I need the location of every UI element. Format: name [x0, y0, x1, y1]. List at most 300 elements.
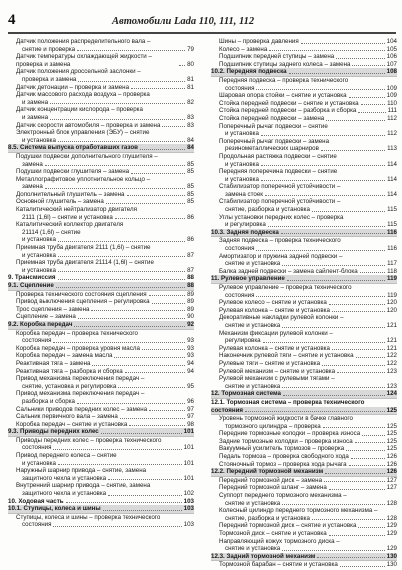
toc-entry [8, 352, 194, 360]
toc-entry [8, 229, 194, 237]
dot-leader [329, 535, 385, 536]
toc-page-number: 103 [183, 505, 194, 513]
toc-entry-title: Сальники приводов передних колес – замена [16, 405, 148, 413]
toc-entry-title: Амортизатор и пружина задней подвески – [219, 252, 343, 260]
dot-leader [120, 418, 185, 419]
toc-entry-title: 9. Трансмиссия [8, 274, 56, 282]
dot-leader [129, 425, 185, 426]
toc-entry-title: резинометаллических шарниров [225, 145, 319, 153]
dot-leader [50, 103, 185, 104]
dot-leader [58, 141, 185, 142]
toc-section-heading [8, 144, 194, 153]
toc-entry [8, 183, 194, 191]
toc-page-number: 107 [386, 60, 397, 68]
toc-entry [8, 76, 194, 84]
toc-entry [8, 252, 194, 260]
dot-leader [101, 433, 182, 434]
toc-page-number: 121 [386, 337, 397, 345]
toc-page-number: 116 [387, 245, 397, 253]
toc-entry [211, 46, 397, 54]
toc-entry-title: снятие и проверка [22, 45, 76, 53]
toc-entry [8, 475, 194, 483]
toc-entry [211, 130, 397, 138]
toc-entry-title: Коробка передач – снятие и установка [16, 420, 128, 428]
toc-entry [8, 452, 194, 460]
toc-entry-title: Передний тормозной шланг – замена [219, 484, 327, 492]
toc-entry-title: защитного чехла и установка [22, 490, 107, 498]
toc-page-number: 123 [386, 382, 397, 390]
dot-leader [131, 173, 185, 174]
toc-entry [8, 390, 194, 398]
header-rule [8, 32, 396, 34]
toc-entry [211, 383, 397, 391]
toc-entry-title: Датчик массового расхода воздуха – проверка [16, 91, 150, 99]
toc-entry-title: Рулевая колонка – снятие и установка [219, 344, 330, 352]
toc-entry [8, 337, 194, 345]
toc-page-number: 92 [187, 320, 194, 328]
dot-leader [287, 280, 385, 281]
toc-page-number: 88 [187, 274, 194, 282]
toc-entry-title: Привод механизма переключения передач – [16, 390, 145, 398]
toc-page-number: 86 [187, 213, 194, 221]
toc-page-number: 101 [183, 444, 194, 452]
toc-entry [211, 438, 397, 446]
toc-entry [8, 421, 194, 429]
toc-page-number: 120 [386, 299, 397, 307]
toc-entry-title: Механизм фиксации рулевой колонки – [219, 329, 333, 337]
dot-leader [108, 495, 182, 496]
dot-leader [329, 489, 385, 490]
dot-leader [323, 427, 385, 428]
toc-entry [211, 352, 397, 360]
dot-leader [349, 97, 385, 98]
toc-section-heading [211, 390, 397, 399]
toc-entry-title: Датчик положения дроссельной заслонки – [16, 68, 141, 76]
toc-entry [211, 100, 397, 108]
toc-entry-title: состояния [225, 245, 255, 253]
dot-leader [140, 149, 185, 150]
toc-entry-title: и регулировка [225, 221, 266, 229]
toc-entry [211, 430, 397, 438]
toc-page-number: 111 [387, 107, 397, 115]
toc-section-heading [211, 229, 397, 238]
toc-entry [211, 61, 397, 69]
toc-entry-title: Датчик скорости автомобиля – проверка и замена [16, 121, 161, 129]
toc-entry [211, 115, 397, 123]
toc-entry-title: Задняя подвеска – проверка технического [219, 237, 341, 245]
toc-page-number: 112 [387, 130, 397, 138]
dot-leader [261, 180, 385, 181]
toc-page-number: 127 [386, 476, 397, 484]
toc-entry-title: 9.3. Приводы передних колес [8, 428, 99, 436]
toc-entry-title: Каталитический коллектор двигателя [16, 221, 124, 229]
dot-leader [58, 279, 186, 280]
toc-entry-title: Дополнительный глушитель – замена [16, 190, 125, 198]
toc-page-number: 87 [187, 251, 194, 259]
toc-entry-title: и установка [22, 136, 56, 144]
toc-page-number: 109 [386, 92, 397, 100]
toc-entry [211, 161, 397, 169]
dot-leader [58, 271, 185, 272]
toc-entry [8, 214, 194, 222]
toc-page-number: 130 [386, 561, 397, 569]
toc-entry-title: Стойка передней подвески – разборка и сборка [219, 107, 357, 115]
toc-entry-title: Привод выключения сцепления – регулировка [16, 298, 150, 306]
dot-leader [245, 411, 385, 412]
toc-entry-title: Реактивная тяга – замена [16, 359, 91, 367]
toc-entry-title: разборка и сборка [22, 397, 75, 405]
toc-entry-title: состояния [225, 291, 255, 299]
dot-leader [45, 165, 185, 166]
toc-entry-title: состояния [22, 337, 52, 345]
toc-page-number: 93 [187, 337, 194, 345]
toc-page-number: 96 [187, 397, 194, 405]
toc-entry [211, 77, 397, 85]
toc-entry [8, 375, 194, 383]
toc-entry-title: Тормозной барабан – снятие и установка [219, 561, 338, 569]
toc-page-number: 85 [187, 198, 194, 206]
toc-page-number: 97 [187, 405, 194, 413]
toc-entry-title: снятие и установка [225, 545, 281, 553]
dot-leader [53, 342, 185, 343]
toc-entry-title: Датчик температуры охлаждающей жидкости – проверка и замена [16, 53, 152, 68]
toc-entry [211, 337, 397, 345]
toc-page-number: 113 [387, 145, 397, 153]
toc-entry-title: 10. Ходовая часть [8, 497, 64, 505]
toc-page-number: 126 [386, 453, 397, 461]
toc-page-number: 83 [187, 113, 194, 121]
toc-entry [8, 137, 194, 145]
toc-entry [8, 514, 194, 522]
toc-page-number: 89 [187, 298, 194, 306]
toc-entry-title: Передний тормозной диск – замена [219, 476, 323, 484]
toc-entry-title: 11. Рулевое управление [211, 275, 285, 283]
toc-entry [8, 406, 194, 414]
toc-entry-title: 12.3. Задний тормозной механизм [211, 552, 316, 560]
toc-page-number: 81 [187, 75, 194, 83]
toc-entry [211, 322, 397, 330]
toc-entry [8, 106, 194, 114]
toc-entry [211, 245, 397, 253]
toc-page-number: 94 [187, 359, 194, 367]
dot-leader [263, 342, 385, 343]
dot-leader [349, 465, 385, 466]
dot-leader [108, 479, 182, 480]
dot-leader [321, 150, 385, 151]
toc-page-number: 125 [386, 437, 397, 445]
dot-leader [268, 226, 385, 227]
dot-leader [355, 442, 385, 443]
toc-entry [8, 122, 194, 130]
toc-entry [211, 415, 397, 423]
toc-entry-title: снятие и установка [225, 260, 281, 268]
dot-leader [78, 318, 185, 319]
toc-entry-title: Подшипник ступицы заднего колеса – замена [219, 60, 351, 68]
toc-entry [211, 123, 397, 131]
toc-entry-title: 9.2. Коробка передач [8, 320, 73, 328]
toc-section-heading [211, 399, 397, 407]
toc-entry [211, 545, 397, 553]
dot-leader [317, 557, 384, 558]
dot-leader [45, 188, 185, 189]
toc-entry-title: Внутренний шарнир привода – снятие, замена [16, 482, 151, 490]
toc-entry [8, 91, 194, 99]
toc-entry [8, 114, 194, 122]
toc-entry-title: Балка задней подвески – замена сайлент-блока [219, 267, 358, 275]
toc-entry [211, 445, 397, 453]
toc-page-number: 121 [386, 344, 397, 352]
toc-entry-title: Передняя поперечина подвески – снятие [219, 168, 338, 176]
toc-entry [211, 198, 397, 206]
toc-page-number: 84 [187, 144, 194, 152]
dot-leader [256, 296, 385, 297]
toc-entry [211, 292, 397, 300]
running-title: Автомобили Lada 110, 111, 112 [112, 16, 255, 27]
toc-page-number: 114 [387, 160, 397, 168]
toc-page-number: 128 [386, 499, 397, 507]
toc-entry-title: 12.1. Тормозная система – проверка технического [211, 398, 365, 406]
toc-entry [211, 260, 397, 268]
dot-leader [58, 464, 182, 465]
toc-entry [211, 168, 397, 176]
dot-leader [326, 120, 385, 121]
toc-section-heading [8, 428, 194, 437]
toc-section-heading [211, 275, 397, 284]
toc-section-heading [211, 407, 397, 416]
toc-entry-title: снятие, установка и регулировка [22, 382, 117, 390]
toc-section-heading [211, 468, 397, 477]
toc-entry [8, 84, 194, 92]
toc-page-number: 115 [387, 206, 397, 214]
toc-page-number: 129 [386, 530, 397, 537]
toc-entry-title: 10.2. Передняя подвеска [211, 68, 287, 76]
toc-entry-title: Сальник первичного вала – замена [16, 413, 118, 421]
toc-entry-title: Колесо – замена [219, 45, 268, 53]
toc-entry [211, 360, 397, 368]
toc-entry-title: Основной глушитель – замена [16, 198, 104, 206]
toc-page-number: 87 [187, 266, 194, 274]
toc-page-number: 125 [386, 406, 397, 414]
toc-entry-title: Стабилизатор поперечной устойчивости – [219, 183, 341, 191]
toc-entry [8, 236, 194, 244]
toc-entry [8, 291, 194, 299]
toc-page-number: 97 [187, 413, 194, 421]
toc-page-number: 114 [387, 190, 397, 198]
toc-page-number: 116 [387, 228, 397, 236]
toc-entry [8, 191, 194, 199]
toc-page-number: 129 [386, 545, 397, 553]
toc-entry-title: Наконечник рулевой тяги – снятие и установка [219, 352, 354, 360]
toc-section-heading [211, 553, 397, 562]
toc-entry-title: Датчик концентрации кислорода – проверка [16, 106, 143, 114]
dot-leader [77, 403, 185, 404]
toc-entry [8, 467, 194, 475]
toc-entry-title: снятие, разборка и установка [225, 206, 310, 214]
toc-entry-title: замена стоек [225, 190, 263, 198]
toc-entry [211, 500, 397, 508]
toc-entry-title: снятие и установка [225, 499, 281, 507]
toc-page-number: 110 [387, 99, 397, 107]
dot-leader [131, 88, 185, 89]
toc-page-number: 89 [187, 305, 194, 313]
toc-entry-title: и установка [22, 266, 56, 274]
toc-page-number: 85 [187, 168, 194, 176]
dot-leader [340, 566, 385, 567]
toc-entry-title: Ступицы, колеса и шины – проверка технического [16, 513, 161, 521]
toc-entry [8, 53, 194, 68]
toc-entry-title: снятие и установка [225, 321, 281, 329]
toc-entry [8, 383, 194, 391]
toc-entry [8, 313, 194, 321]
toc-entry [8, 437, 194, 445]
toc-entry [211, 176, 397, 184]
toc-entry [211, 345, 397, 353]
dot-leader [346, 450, 384, 451]
toc-entry-title: Датчик детонации – проверка и замена [16, 83, 130, 91]
toc-section-heading [8, 282, 194, 291]
toc-column-left [8, 38, 194, 529]
toc-entry-title: тормозного цилиндра – проверка [225, 422, 321, 430]
toc-entry-title: Приемная труба двигателя 21114 (1,6l) – снятие [16, 259, 154, 267]
toc-page-number: 123 [386, 367, 397, 375]
dot-leader [289, 73, 385, 74]
toc-page-number: 117 [387, 260, 397, 268]
toc-entry [211, 307, 397, 315]
toc-entry-title: Направляющий кожух тормозного диска – [219, 537, 340, 545]
toc-entry-title: 2111 (1,6l) – снятие и установка [22, 213, 113, 221]
dot-leader [336, 58, 384, 59]
dot-leader [269, 50, 384, 51]
toc-entry [211, 38, 397, 46]
toc-page-number: 103 [183, 521, 194, 529]
toc-entry [8, 398, 194, 406]
toc-page-number: 119 [387, 275, 397, 283]
toc-entry-title: и установка [225, 160, 259, 168]
dot-leader [351, 458, 385, 459]
toc-entry [211, 477, 397, 485]
toc-entry [8, 198, 194, 206]
toc-entry-title: и установка [225, 130, 259, 138]
dot-leader [162, 126, 185, 127]
toc-page-number: 129 [386, 522, 397, 530]
toc-section-heading [8, 505, 194, 514]
toc-page-number: 90 [187, 313, 194, 321]
toc-entry-title: состояния [22, 521, 52, 529]
toc-entry [8, 521, 194, 529]
toc-entry-title: Углы установки передних колес – проверка [219, 213, 344, 221]
toc-entry-title: 21114 (1,6l) – снятие [22, 228, 81, 236]
toc-entry [8, 161, 194, 169]
toc-entry [8, 68, 194, 76]
toc-page-number: 125 [386, 430, 397, 438]
toc-entry-title: Декоративные накладки рулевой колонки – [219, 314, 344, 322]
toc-entry [211, 53, 397, 61]
toc-entry-title: снятие и установка [225, 382, 281, 390]
toc-entry [8, 460, 194, 468]
toc-entry [8, 306, 194, 314]
toc-entry-title: 10.3. Задняя подвеска [211, 228, 279, 236]
toc-entry-title: Приводы передних колес – проверка технического [16, 436, 162, 444]
toc-page-number: 103 [183, 497, 194, 505]
dot-leader [103, 510, 182, 511]
toc-entry-title: Рулевые тяги – снятие и установка [219, 359, 321, 367]
toc-entry [211, 492, 397, 500]
dot-leader [152, 303, 186, 304]
toc-entry-title: и замена [22, 113, 49, 121]
toc-entry [8, 46, 194, 54]
toc-entry-title: Задние тормозные колодки – проверка износа [219, 437, 353, 445]
toc-page-number: 85 [187, 160, 194, 168]
toc-page-number: 98 [187, 420, 194, 428]
toc-entry [211, 561, 397, 569]
toc-entry [211, 284, 397, 292]
toc-entry-title: Подшипник передней ступицы – замена [219, 53, 335, 61]
toc-entry [211, 314, 397, 322]
toc-page-number: 119 [387, 291, 397, 299]
toc-page-number: 84 [187, 136, 194, 144]
toc-entry-title: Металлографитовое уплотнительное кольцо – [16, 175, 151, 183]
toc-entry-title: Рулевой механизм с рулевыми тягами – [219, 375, 335, 383]
toc-page-number: 101 [183, 428, 194, 436]
toc-entry [211, 375, 397, 383]
toc-entry [211, 268, 397, 276]
dot-leader [352, 65, 384, 66]
toc-entry-title: и установка [22, 251, 56, 259]
toc-entry-title: и замена [22, 98, 49, 106]
dot-leader [329, 304, 385, 305]
toc-entry-title: и установка [22, 236, 56, 244]
toc-entry-title: состояния [225, 84, 255, 92]
dot-leader [50, 119, 185, 120]
dot-leader [56, 287, 185, 288]
toc-page-number: 130 [386, 552, 397, 560]
toc-page-number: 125 [386, 422, 397, 430]
toc-entry [8, 206, 194, 214]
toc-page-number: 124 [386, 390, 397, 398]
toc-entry [8, 482, 194, 490]
toc-entry-title: проверка и замена [22, 75, 77, 83]
toc-entry-title: Уровень тормозной жидкости в бачке главного [219, 415, 353, 423]
toc-entry-title: Проверка технического состояния сцепления [16, 290, 147, 298]
toc-entry-title: защитного чехла и установка [22, 474, 107, 482]
toc-entry-title: Коробка передач – проверка технического [16, 329, 138, 337]
toc-entry-title: Стойка передней подвески – снятие и установка [219, 99, 359, 107]
toc-page-number: 101 [183, 474, 194, 482]
toc-entry-title: регулировка [225, 337, 261, 345]
dot-leader [179, 65, 185, 66]
toc-entry-title: Продольная растяжка подвески – снятие [219, 152, 337, 160]
dot-leader [362, 435, 385, 436]
toc-entry-title: 10.1. Ступицы, колеса и шины [8, 505, 101, 513]
dot-leader [282, 265, 385, 266]
toc-entry [211, 153, 397, 161]
dot-leader [265, 195, 385, 196]
toc-entry [211, 299, 397, 307]
toc-entry [8, 444, 194, 452]
toc-entry [211, 515, 397, 523]
toc-entry [211, 484, 397, 492]
toc-entry [211, 145, 397, 153]
dot-leader [358, 527, 384, 528]
toc-entry [8, 413, 194, 421]
toc-entry [211, 507, 397, 515]
toc-page-number: 126 [386, 460, 397, 468]
toc-entry-title: 12. Тормозная система [211, 390, 281, 398]
toc-entry [8, 360, 194, 368]
dot-leader [312, 211, 385, 212]
toc-page-number: 88 [187, 282, 194, 289]
dot-leader [149, 410, 185, 411]
